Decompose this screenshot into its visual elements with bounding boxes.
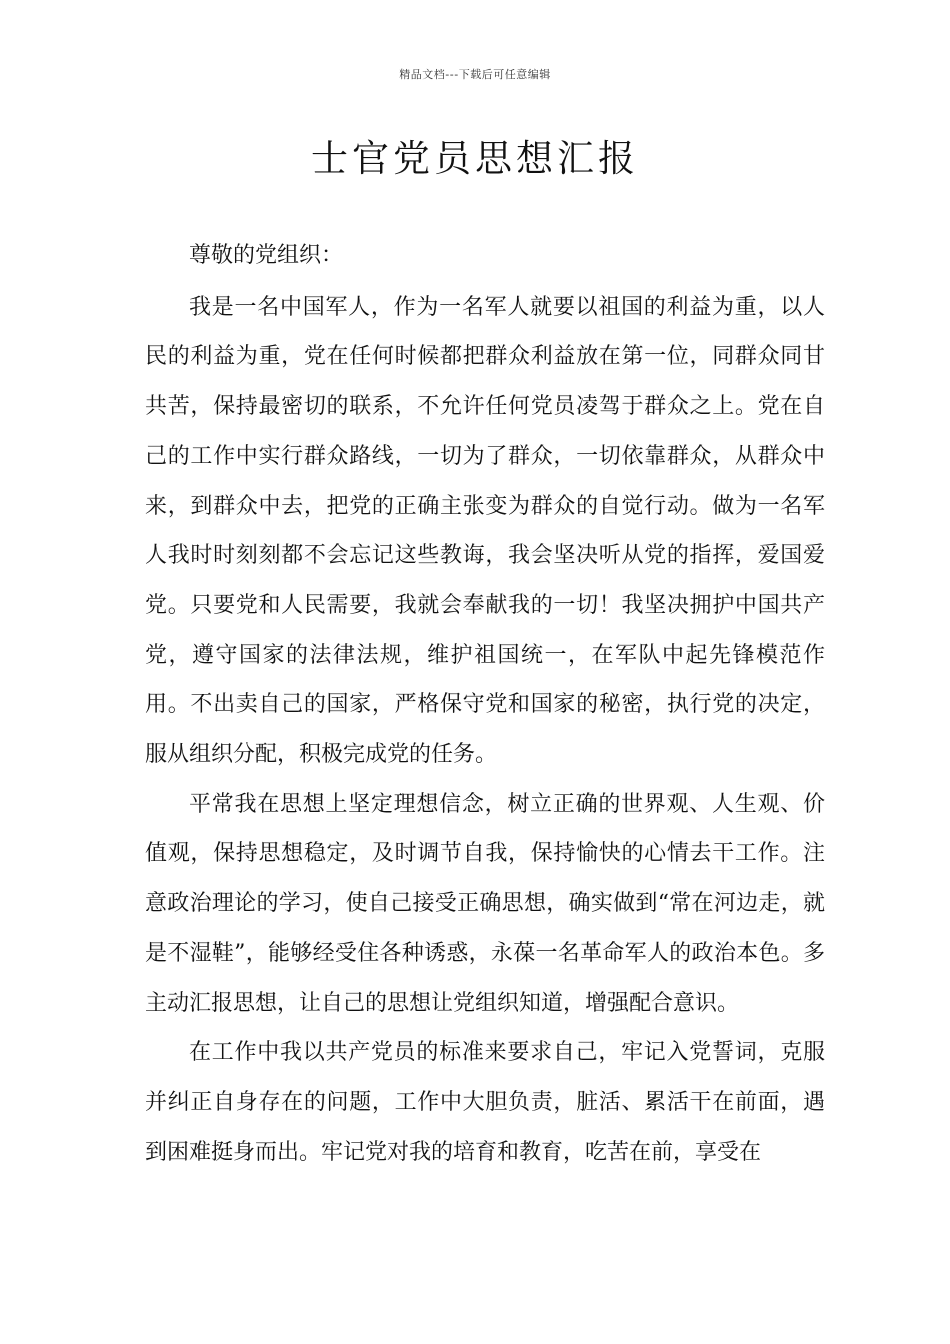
salutation: 尊敬的党组织： bbox=[189, 243, 344, 268]
paragraph-1: 我是一名中国军人，作为一名军人就要以祖国的利益为重，以人民的利益为重，党在任何时候都把群众利益放在第一位，同群众同甘共苦，保持最密切的联系，不允许任何党员凌驾于群众之上。党在自己的工作中实行群众路线，一切为了群众，一切依靠群众，从群众中来，到群众中去，把党的正确主张变为群众的自觉行动。做为一名军人我时时刻刻都不会忘记这些教诲，我会坚决听从党的指挥，爱国爱党。只要党和人民需要，我就会奉献我的一切！我坚决拥护中国共产党，遵守国家的法律法规，维护祖国统一，在军队中起先锋模范作用。不出卖自己的国家，严格保守党和国家的秘密，执行党的决定，服从组织分配，积极完成党的任务。 bbox=[145, 294, 825, 768]
paragraph-3: 在工作中我以共产党员的标准来要求自己，牢记入党誓词，克服并纠正自身存在的问题，工作中大胆负责，脏活、累活干在前面，遇到困难挺身而出。牢记党对我的培育和教育，吃苦在前，享受在 bbox=[145, 1040, 825, 1165]
paragraph-2: 平常我在思想上坚定理想信念，树立正确的世界观、人生观、价值观，保持思想稳定，及时调节自我，保持愉快的心情去干工作。注意政治理论的学习，使自己接受正确思想，确实做到“常在河边走，就是不湿鞋”，能够经受住各种诱惑，永葆一名革命军人的政治本色。多主动汇报思想，让自己的思想让党组织知道，增强配合意识。 bbox=[145, 791, 825, 1016]
document-body bbox=[145, 231, 825, 1177]
page-header-note: 精品文档---下载后可任意编辑 bbox=[399, 68, 551, 81]
document-title: 士官党员思想汇报 bbox=[311, 137, 639, 180]
